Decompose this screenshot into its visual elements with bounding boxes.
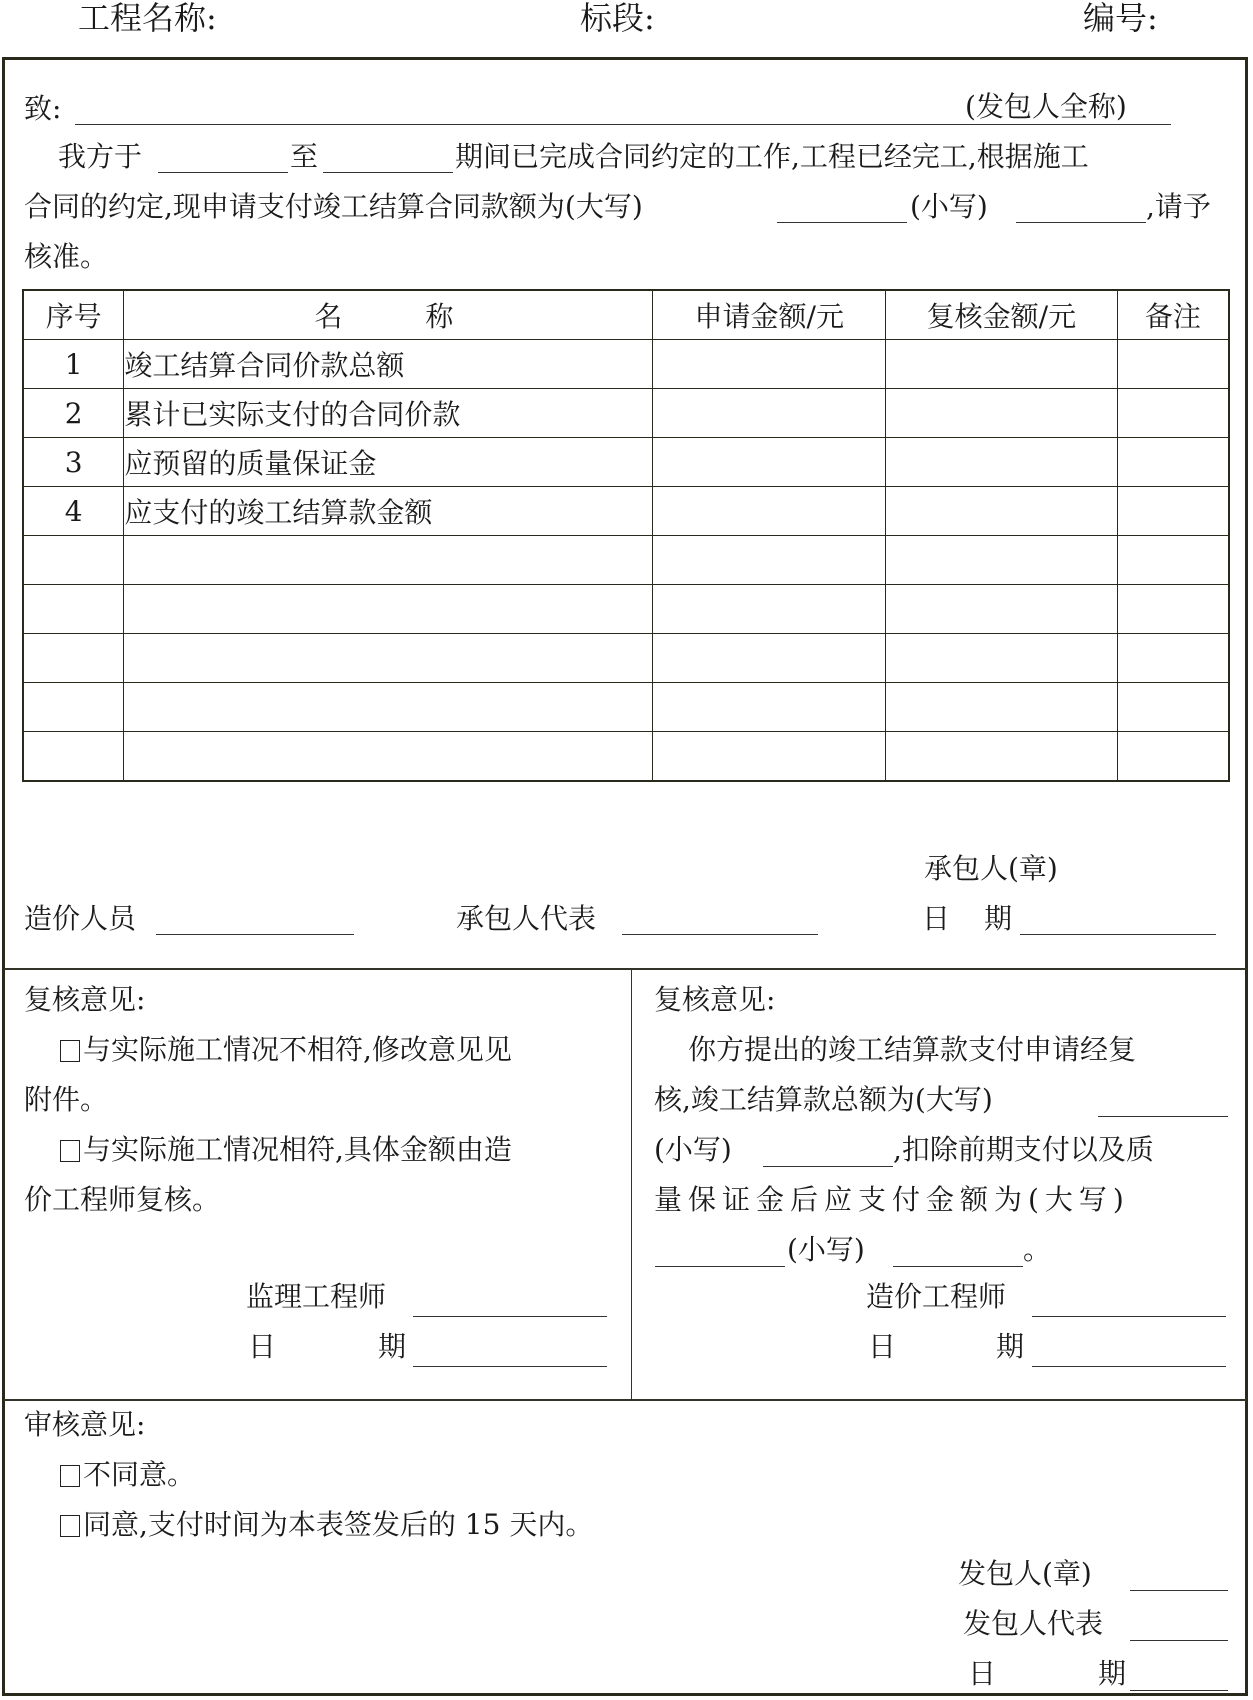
header-remark: 备注 bbox=[1117, 290, 1229, 340]
line1-part3: 期间已完成合同约定的工作,工程已经完工,根据施工 bbox=[455, 140, 1089, 173]
employer-full-name-hint: (发包人全称) bbox=[965, 90, 1127, 123]
row-remark[interactable] bbox=[1117, 536, 1229, 585]
cost-engineer-line2: 核,竣工结算款总额为(大写) bbox=[654, 1083, 993, 1116]
row-apply-amount[interactable] bbox=[653, 487, 886, 536]
cost-staff-label: 造价人员 bbox=[24, 902, 137, 935]
row-apply-amount[interactable] bbox=[653, 634, 886, 683]
row-apply-amount[interactable] bbox=[653, 585, 886, 634]
checkbox-icon[interactable] bbox=[60, 1465, 80, 1487]
employer-review-title: 审核意见: bbox=[24, 1408, 146, 1441]
row-name: 累计已实际支付的合同价款 bbox=[124, 389, 653, 438]
row-no bbox=[23, 536, 124, 585]
employer-option-agree-text: 同意,支付时间为本表签发后的 15 天内。 bbox=[83, 1508, 594, 1541]
contractor-representative-label: 承包人代表 bbox=[456, 902, 597, 935]
table-row bbox=[23, 438, 1229, 487]
table-row bbox=[23, 634, 1229, 683]
table-row bbox=[23, 683, 1229, 732]
cost-staff-signature-field[interactable] bbox=[156, 934, 354, 935]
row-review-amount[interactable] bbox=[886, 732, 1118, 782]
line2-part1: 合同的约定,现申请支付竣工结算合同款额为(大写) bbox=[24, 190, 643, 223]
table-row bbox=[23, 536, 1229, 585]
row-apply-amount[interactable] bbox=[653, 536, 886, 585]
header-review-amount: 复核金额/元 bbox=[886, 290, 1118, 340]
employer-option-disagree[interactable] bbox=[60, 1458, 195, 1492]
employer-date-field[interactable] bbox=[1130, 1690, 1228, 1691]
row-apply-amount[interactable] bbox=[653, 732, 886, 782]
row-no bbox=[23, 732, 124, 782]
header-apply-amount: 申请金额/元 bbox=[653, 290, 886, 340]
checkbox-icon[interactable] bbox=[60, 1040, 80, 1062]
cost-engineer-line3-part2: ,扣除前期支付以及质 bbox=[893, 1133, 1154, 1166]
contractor-representative-signature-field[interactable] bbox=[622, 934, 818, 935]
row-apply-amount[interactable] bbox=[653, 389, 886, 438]
cost-engineer-review-title: 复核意见: bbox=[654, 983, 776, 1016]
row-review-amount[interactable] bbox=[886, 487, 1118, 536]
divider-review bbox=[4, 968, 1247, 970]
employer-representative-field[interactable] bbox=[1130, 1640, 1228, 1641]
supervisor-option2[interactable] bbox=[60, 1133, 512, 1167]
table-row bbox=[23, 389, 1229, 438]
row-apply-amount[interactable] bbox=[653, 438, 886, 487]
cost-engineer-line1: 你方提出的竣工结算款支付申请经复 bbox=[688, 1033, 1137, 1066]
row-review-amount[interactable] bbox=[886, 340, 1118, 389]
row-name bbox=[124, 683, 653, 732]
row-no bbox=[23, 683, 124, 732]
divider-review-columns bbox=[631, 969, 632, 1399]
employer-option-disagree-text: 不同意。 bbox=[83, 1458, 196, 1491]
row-no bbox=[23, 585, 124, 634]
row-name bbox=[124, 585, 653, 634]
employer-date-label-2: 期 bbox=[1098, 1657, 1127, 1690]
review-total-uppercase-field[interactable] bbox=[1098, 1116, 1228, 1117]
row-no: 1 bbox=[23, 340, 124, 389]
supervisor-option1[interactable] bbox=[60, 1033, 512, 1067]
row-apply-amount[interactable] bbox=[653, 340, 886, 389]
line2-part3: ,请予 bbox=[1146, 190, 1211, 223]
contractor-date-field[interactable] bbox=[1020, 934, 1216, 935]
start-date-field[interactable] bbox=[158, 172, 288, 173]
checkbox-icon[interactable] bbox=[60, 1515, 80, 1537]
employer-name-field[interactable] bbox=[75, 124, 1171, 125]
row-name: 应支付的竣工结算款金额 bbox=[124, 487, 653, 536]
employer-date-label-1: 日 bbox=[968, 1657, 997, 1690]
row-remark[interactable] bbox=[1117, 585, 1229, 634]
row-no: 4 bbox=[23, 487, 124, 536]
table-row bbox=[23, 585, 1229, 634]
supervisor-option2-text: 与实际施工情况相符,具体金额由造 bbox=[83, 1133, 512, 1166]
cost-engineer-signer-label: 造价工程师 bbox=[866, 1280, 1007, 1313]
payable-uppercase-field[interactable] bbox=[655, 1266, 785, 1267]
table-row bbox=[23, 732, 1229, 782]
cost-engineer-line5-part1: (小写) bbox=[787, 1233, 865, 1266]
line1-part1: 我方于 bbox=[58, 140, 143, 173]
supervisor-option1-line2: 附件。 bbox=[24, 1083, 109, 1116]
contractor-date-label-2: 期 bbox=[984, 902, 1013, 935]
line2-part2: (小写) bbox=[910, 190, 988, 223]
header-name: 名 称 bbox=[124, 290, 653, 340]
supervisor-date-label-1: 日 bbox=[248, 1330, 277, 1363]
project-name-label: 工程名称: bbox=[78, 0, 217, 37]
cost-engineer-line3-part1: (小写) bbox=[654, 1133, 732, 1166]
cost-engineer-date-label-1: 日 bbox=[868, 1330, 897, 1363]
contractor-seal-label: 承包人(章) bbox=[924, 852, 1058, 885]
supervisor-signature-field[interactable] bbox=[413, 1316, 607, 1317]
row-remark[interactable] bbox=[1117, 340, 1229, 389]
row-apply-amount[interactable] bbox=[653, 683, 886, 732]
cost-engineer-signature-field[interactable] bbox=[1032, 1316, 1226, 1317]
payment-table bbox=[22, 289, 1230, 782]
supervisor-option2-line2: 价工程师复核。 bbox=[24, 1183, 221, 1216]
row-remark[interactable] bbox=[1117, 487, 1229, 536]
table-row bbox=[23, 487, 1229, 536]
row-review-amount[interactable] bbox=[886, 536, 1118, 585]
supervisor-option1-text: 与实际施工情况不相符,修改意见见 bbox=[83, 1033, 512, 1066]
cost-engineer-date-label-2: 期 bbox=[996, 1330, 1025, 1363]
checkbox-icon[interactable] bbox=[60, 1140, 80, 1162]
table-header-row bbox=[23, 290, 1229, 340]
supervisor-signer-label: 监理工程师 bbox=[246, 1280, 387, 1313]
supervisor-date-label-2: 期 bbox=[378, 1330, 407, 1363]
payable-lowercase-field[interactable] bbox=[893, 1266, 1023, 1267]
employer-option-agree[interactable] bbox=[60, 1508, 593, 1542]
cost-engineer-line4: 量保证金后应支付金额为(大写) bbox=[654, 1183, 1130, 1216]
row-remark[interactable] bbox=[1117, 732, 1229, 782]
row-no: 2 bbox=[23, 389, 124, 438]
employer-representative-label: 发包人代表 bbox=[963, 1607, 1104, 1640]
line3: 核准。 bbox=[24, 240, 109, 273]
row-review-amount[interactable] bbox=[886, 683, 1118, 732]
divider-approval bbox=[4, 1399, 1247, 1401]
to-label: 致: bbox=[24, 92, 62, 125]
number-label: 编号: bbox=[1083, 0, 1158, 37]
row-review-amount[interactable] bbox=[886, 585, 1118, 634]
row-review-amount[interactable] bbox=[886, 438, 1118, 487]
row-name: 竣工结算合同价款总额 bbox=[124, 340, 653, 389]
amount-lowercase-field[interactable] bbox=[1016, 222, 1146, 223]
row-remark[interactable] bbox=[1117, 683, 1229, 732]
row-no: 3 bbox=[23, 438, 124, 487]
row-name bbox=[124, 634, 653, 683]
row-remark[interactable] bbox=[1117, 389, 1229, 438]
cost-engineer-date-field[interactable] bbox=[1032, 1366, 1226, 1367]
line1-part2: 至 bbox=[290, 140, 319, 173]
supervisor-review-title: 复核意见: bbox=[24, 983, 146, 1016]
header-no: 序号 bbox=[23, 290, 124, 340]
section-label: 标段: bbox=[580, 0, 655, 37]
row-review-amount[interactable] bbox=[886, 634, 1118, 683]
review-total-lowercase-field[interactable] bbox=[763, 1166, 893, 1167]
employer-seal-field[interactable] bbox=[1130, 1590, 1228, 1591]
row-no bbox=[23, 634, 124, 683]
cost-engineer-line5-part2: 。 bbox=[1023, 1233, 1052, 1266]
table-row bbox=[23, 340, 1229, 389]
employer-seal-label: 发包人(章) bbox=[958, 1557, 1092, 1590]
row-remark[interactable] bbox=[1117, 438, 1229, 487]
supervisor-date-field[interactable] bbox=[413, 1366, 607, 1367]
amount-uppercase-field[interactable] bbox=[777, 222, 907, 223]
end-date-field[interactable] bbox=[323, 172, 453, 173]
row-name bbox=[124, 536, 653, 585]
row-name bbox=[124, 732, 653, 782]
row-review-amount[interactable] bbox=[886, 389, 1118, 438]
row-name: 应预留的质量保证金 bbox=[124, 438, 653, 487]
contractor-date-label-1: 日 bbox=[922, 902, 951, 935]
row-remark[interactable] bbox=[1117, 634, 1229, 683]
